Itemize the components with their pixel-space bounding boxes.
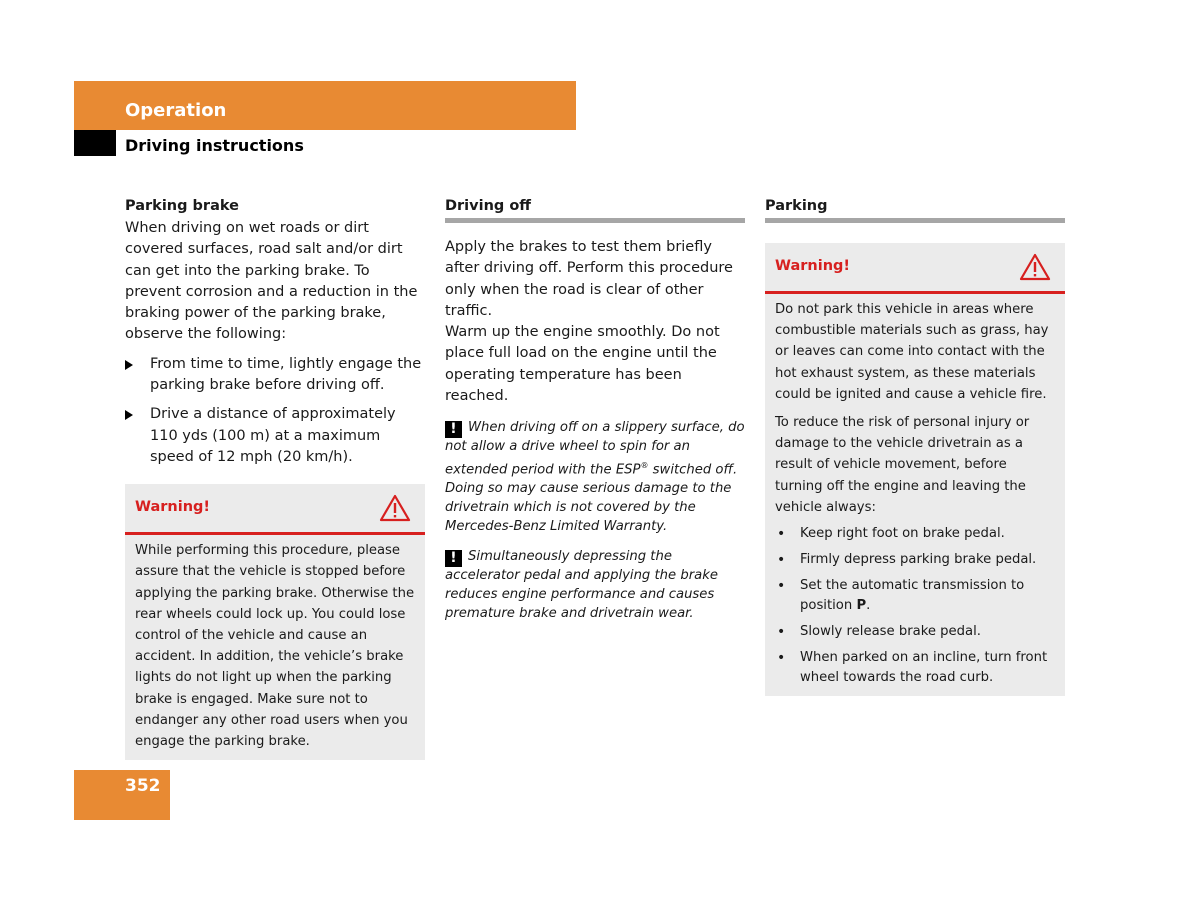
subsection-title: Driving instructions bbox=[125, 136, 304, 155]
column-parking-brake bbox=[125, 196, 425, 760]
bullet-dot-icon: • bbox=[777, 526, 786, 543]
list-item: • When parked on an incline, turn front wheel towards the road curb. bbox=[777, 650, 1048, 686]
exclamation-icon: ! bbox=[445, 421, 462, 438]
warning-text: While performing this procedure, please assure that the vehicle is stopped before applying the parking brake. Otherwise the rear wheels could lock up. You could lose control of the vehicle and cause an accident. In addition, the vehicle’s brake lights do not light up when the parking brake is engaged. Make sure not to endanger any other road users when you engage the parking brake. bbox=[135, 543, 415, 750]
warning-header bbox=[765, 243, 1065, 291]
triangle-bullet-icon bbox=[125, 410, 133, 420]
heading-parking-brake: Parking brake bbox=[125, 198, 239, 214]
warning-box bbox=[125, 484, 425, 760]
list-item: • Slowly release brake pedal. bbox=[777, 624, 981, 641]
heading-driving-off: Driving off bbox=[445, 198, 532, 214]
column-driving-off bbox=[445, 196, 745, 623]
warning-text: Do not park this vehicle in areas where combustible materials such as grass, hay or leaves can come into contact with the hot exhaust system, as these materials could be ignited and cause a vehicle fire. To reduce the risk of personal injury or damage to the vehicle drivetrain as a result of vehicle movement, before turning off the engine and leaving the vehicle always: • Keep right foot on brake pedal. • Firmly depress parking brake pedal. • Set the automatic transmission to position P. • Slowly release brake pedal. • When parked on an incline, turn front wheel towards the road curb. bbox=[765, 294, 1065, 696]
heading-parking: Parking bbox=[765, 198, 828, 214]
bullet-dot-icon: • bbox=[777, 552, 786, 569]
warning-triangle-icon bbox=[379, 494, 411, 522]
paragraph: When driving on wet roads or dirt covered surfaces, road salt and/or dirt can get into the parking brake. To prevent corrosion and a reduction in the braking power of the parking brake, observe the following: bbox=[125, 220, 418, 343]
list-item: • Firmly depress parking brake pedal. bbox=[777, 552, 1037, 569]
warning-header bbox=[125, 484, 425, 532]
list-item: • Set the automatic transmission to position P. bbox=[777, 578, 1025, 614]
warning-box bbox=[765, 243, 1065, 696]
paragraph: Warm up the engine smoothly. Do not place full load on the engine until the operating temperature has been reached. bbox=[445, 324, 720, 405]
note: ! Simultaneously depressing the accelerator pedal and applying the brake reduces engine performance and causes premature brake and drivetrain wear. bbox=[445, 549, 718, 621]
section-title: Operation bbox=[125, 100, 227, 121]
column-parking bbox=[765, 196, 1065, 696]
bullet-dot-icon: • bbox=[777, 578, 786, 595]
warning-triangle-icon bbox=[1019, 253, 1051, 281]
exclamation-icon: ! bbox=[445, 550, 462, 567]
triangle-bullet-icon bbox=[125, 360, 133, 370]
note: ! When driving off on a slippery surface, do not allow a drive wheel to spin for an extended period with the ESP® switched off. Doing so may cause serious damage to the drivetrain which is not covered by the Mercedes-Benz Limited Warranty. bbox=[445, 420, 745, 534]
position-value: P bbox=[856, 598, 867, 614]
heading-rule bbox=[445, 218, 745, 223]
subsection-marker bbox=[74, 130, 116, 156]
list-item: Drive a distance of approximately 110 yds (100 m) at a maximum speed of 12 mph (20 km/h). bbox=[125, 404, 425, 468]
warning-label: Warning! bbox=[135, 499, 211, 516]
list-item: From time to time, lightly engage the parking brake before driving off. bbox=[125, 354, 425, 397]
bullet-dot-icon: • bbox=[777, 650, 786, 667]
warning-label: Warning! bbox=[775, 258, 851, 274]
list-item: • Keep right foot on brake pedal. bbox=[777, 526, 1005, 543]
bullet-dot-icon: • bbox=[777, 624, 786, 641]
paragraph: Apply the brakes to test them briefly after driving off. Perform this procedure only when the road is clear of other traffic. bbox=[445, 239, 733, 319]
heading-rule bbox=[765, 218, 1065, 223]
page-number: 352 bbox=[125, 776, 161, 796]
